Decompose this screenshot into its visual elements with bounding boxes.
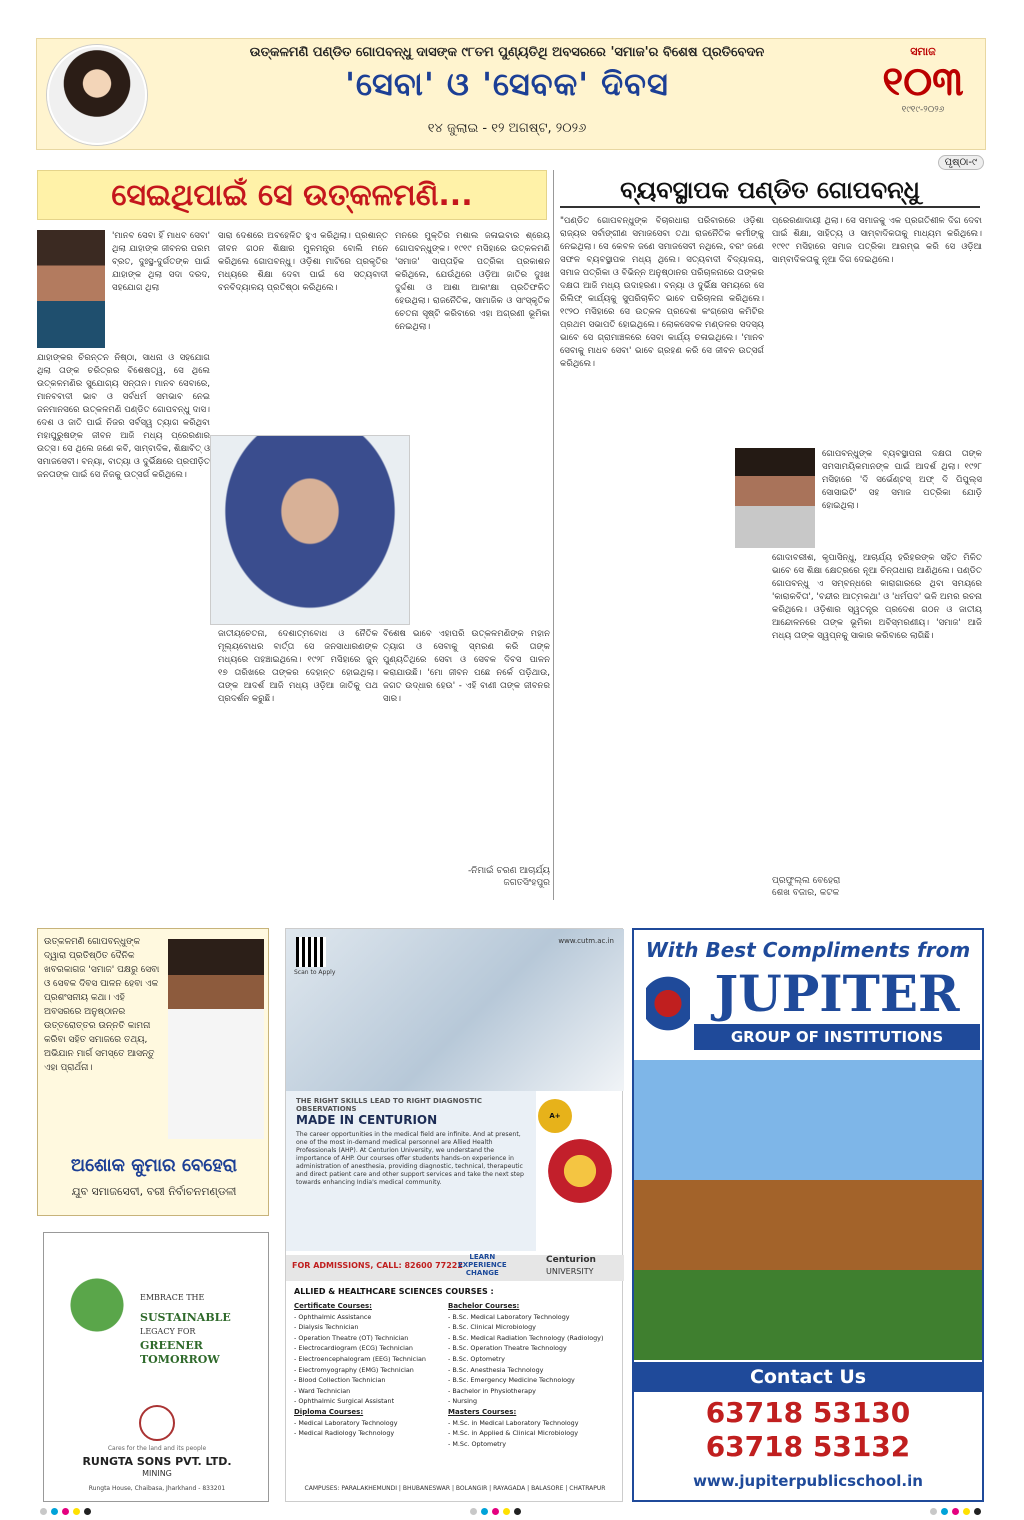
left-article-col3b: ବିଶେଷ ଭାବେ ଏହାପରି ଉତ୍କଳମଣିଙ୍କ ମହାନ ତ୍ୟାଗ ଓ ସେବାକୁ ସ୍ମରଣ କରି ତାଙ୍କ ପୁଣ୍ୟତିଥିରେ ସେବା ଓ ସେବକ ଦିବସ ପାଳନ କରାଯାଉଛି। 'ମୋ ଜୀବନ ପଛେ ନର୍କେ ପଡ଼ିଥାଉ, ଜଗତ ଉଦ୍ଧାର ହେଉ' - ଏହି ବାଣୀ ତାଙ୍କ ଜୀବନର ସାର। bbox=[383, 629, 550, 704]
ad-tagline: Cares for the land and its people bbox=[107, 1445, 207, 1452]
course-item: - M.Sc. Optometry bbox=[448, 1439, 507, 1448]
learn-label: LEARN bbox=[469, 1253, 496, 1261]
right-article-sign-place: ଶେଖ ବଜାର, କଟକ bbox=[772, 888, 840, 898]
left-article-byline-place: ଜଗତସିଂହପୁର bbox=[503, 878, 550, 888]
ad-website[interactable]: www.cutm.ac.in bbox=[558, 937, 614, 945]
ad-address: Rungta House, Chaibasa, Jharkhand - 833201 bbox=[88, 1485, 226, 1492]
registration-dot bbox=[941, 1508, 948, 1515]
registration-dot bbox=[62, 1508, 69, 1515]
course-item: - Operation Theatre (OT) Technician bbox=[294, 1333, 409, 1342]
group-institutions: GROUP OF INSTITUTIONS bbox=[694, 1024, 980, 1050]
registration-dot bbox=[930, 1508, 937, 1515]
course-item: - Electroencephalogram (EEG) Technician bbox=[294, 1354, 426, 1363]
cert-list bbox=[294, 1312, 444, 1407]
scan-label: Scan to Apply bbox=[294, 969, 336, 976]
course-item: - B.Sc. Medical Laboratory Technology bbox=[448, 1312, 570, 1321]
centurion-university-ad bbox=[285, 928, 623, 1502]
left-article-col1: 'ମାନବ ସେବା ହିଁ ମାଧବ ସେବା' ଥିଲା ଯାହାଙ୍କ ଜୀବନର ପରମ ବ୍ରତ, ଦୁଃସ୍ଥ-ଦୁର୍ଗତଙ୍କ ପାଇଁ ଯାହାଙ୍କ ଥିଲା ସଦା ଦରଦ, ସହଯୋଗ ଥିଲା bbox=[112, 231, 210, 293]
course-item: - Medical Radiology Technology bbox=[294, 1429, 395, 1438]
course-list-right bbox=[448, 1301, 618, 1449]
registration-dot bbox=[974, 1508, 981, 1515]
gopabandhu-painting bbox=[210, 435, 410, 625]
bachelor-list bbox=[448, 1312, 618, 1407]
masthead bbox=[36, 38, 986, 150]
course-item: - M.Sc. in Medical Laboratory Technology bbox=[448, 1418, 579, 1427]
jupiter-logo-icon bbox=[646, 972, 690, 1042]
badge-top: ସମାଜ bbox=[910, 45, 936, 58]
rungta-sons-ad bbox=[43, 1232, 269, 1502]
registration-dot bbox=[40, 1508, 47, 1515]
admissions-phone: FOR ADMISSIONS, CALL: 82600 77222 bbox=[292, 1261, 463, 1270]
bachelor-heading: Bachelor Courses: bbox=[448, 1302, 520, 1310]
cert-heading: Certificate Courses: bbox=[294, 1302, 372, 1310]
left-article-col3: ମନରେ ମୁକ୍ତିର ମଶାଲ ଜଳାଇବାର ଶ୍ରେୟ ଗୋପବନ୍ଧୁଙ୍କ। ୧୯୧୯ ମସିହାରେ ଉତ୍କଳମଣି 'ସମାଜ' ସାପ୍ତାହିକ ପତ୍ରିକା ପ୍ରକାଶନ କରିଥିଲେ, ଯେଉଁଥିରେ ଓଡ଼ିଆ ଜାତିର ଦୁଃଖ ଦୁର୍ଦ୍ଦଶା ଓ ଆଶା ଆକାଂକ୍ଷା ପ୍ରତିଫଳିତ ହେଉଥିଲା। ରାଜନୈତିକ, ସାମାଜିକ ଓ ସାଂସ୍କୃତିକ ଚେତନା ସୃଷ୍ଟି କରିବାରେ ଏହା ଅଗ୍ରଣୀ ଭୂମିକା ନେଇଥିଲା। bbox=[395, 231, 550, 332]
registration-dot bbox=[503, 1508, 510, 1515]
masters-list bbox=[448, 1418, 618, 1450]
registration-dot bbox=[492, 1508, 499, 1515]
ad-person-name: ଅଶୋକ କୁମାର ବେହେରା bbox=[70, 1155, 238, 1176]
print-registration-marks bbox=[0, 1506, 1024, 1518]
ad-slogan bbox=[140, 1311, 260, 1367]
ad-made-in: MADE IN CENTURION bbox=[296, 1113, 438, 1127]
ashok-behera-ad bbox=[37, 928, 269, 1216]
right-article-headline: ବ୍ୟବସ୍ଥାପକ ପଣ୍ଡିତ ଗୋପବନ୍ଧୁ bbox=[560, 172, 980, 208]
course-item: - Dialysis Technician bbox=[294, 1323, 359, 1332]
registration-dot bbox=[514, 1508, 521, 1515]
tree-icon bbox=[62, 1251, 132, 1371]
course-item: - Blood Collection Technician bbox=[294, 1376, 386, 1385]
course-item: - B.Sc. Clinical Microbiology bbox=[448, 1323, 536, 1332]
page-number-tag: ପୃଷ୍ଠା-୯ bbox=[938, 155, 984, 170]
compliments-text: With Best Compliments from bbox=[645, 938, 971, 962]
ad-division: MINING bbox=[142, 1469, 172, 1478]
ad-legacy: LEGACY FOR bbox=[140, 1327, 196, 1336]
ad-greener: GREENER bbox=[140, 1339, 203, 1352]
left-article-col1b: ଯାହାଙ୍କର ଚିରନ୍ତନ ନିଷ୍ଠା, ସାଧନା ଓ ସହଯୋଗ ଥିଲା ତାଙ୍କ ଚରିତ୍ରର ବିଶେଷତ୍ୱ, ସେ ଥିଲେ ଉତ୍କଳମଣିର ସୁଯୋଗ୍ୟ ସନ୍ତାନ। ମାନବ ସେବାରେ, ମାନବବାଦୀ ଭାବ ଓ ସର୍ବଧର୍ମ ସମଭାବ ନେଇ ଜନମାନସରେ ଉତ୍କଳମଣି ପଣ୍ଡିତ ଗୋପବନ୍ଧୁ ଦାସ। ଦେଶ ଓ ଜାତି ପାଇଁ ନିଜର ସର୍ବସ୍ୱ ତ୍ୟାଗ କରିଥିବା ମହାପୁରୁଷଙ୍କ ଜୀବନ ଆଜି ମଧ୍ୟ ପ୍ରେରଣାର ଉତ୍ସ। ସେ ଥିଲେ ଜଣେ କବି, ସାମ୍ବାଦିକ, ଶିକ୍ଷାବିତ୍ ଓ ସମାଜସେବୀ। ବନ୍ୟା, ବାତ୍ୟା ଓ ଦୁର୍ଭିକ୍ଷରେ ପ୍ରପୀଡ଼ିତ ଜନତାଙ୍କ ପାଇଁ ସେ ନିଜକୁ ଉତ୍ସର୍ଗ କରିଥିଲେ। bbox=[37, 353, 210, 480]
samaja-anniversary-logo bbox=[871, 45, 975, 143]
badge-years: ୧୯୧୯-୨୦୨୬ bbox=[901, 105, 945, 115]
course-item: - Electromyography (EMG) Technician bbox=[294, 1365, 414, 1374]
jupiter-name: JUPITER bbox=[714, 964, 960, 1023]
ad-tomorrow: TOMORROW bbox=[140, 1353, 220, 1366]
course-item: - B.Sc. Emergency Medicine Technology bbox=[448, 1376, 575, 1385]
course-item: - B.Sc. Optometry bbox=[448, 1354, 505, 1363]
right-article-col2b: ଗୋପବନ୍ଧୁଙ୍କ ବ୍ୟବସ୍ଥାପନା ଦକ୍ଷତା ତାଙ୍କ ସମସାମୟିକମାନଙ୍କ ପାଇଁ ଆଦର୍ଶ ଥିଲା। ୧୯୨୮ ମସିହାରେ 'ଦି ସର୍ଭେଣ୍ଟସ୍ ଅଫ୍ ଦି ପିପୁଲ୍ସ ସୋସାଇଟି' ସହ ସମାଜ ପତ୍ରିକା ଯୋଡ଼ି ହୋଇଥିଲା। bbox=[822, 449, 982, 511]
jupiter-website[interactable]: www.jupiterpublicschool.in bbox=[693, 1472, 923, 1490]
contact-us-bar: Contact Us bbox=[634, 1362, 982, 1392]
course-item: - B.Sc. Operation Theatre Technology bbox=[448, 1344, 567, 1353]
registration-dot bbox=[51, 1508, 58, 1515]
jupiter-group-ad bbox=[632, 928, 984, 1502]
ad-info-box bbox=[286, 1091, 536, 1251]
qr-code-icon[interactable] bbox=[296, 937, 326, 967]
courses-title: ALLIED & HEALTHCARE SCIENCES COURSES : bbox=[294, 1287, 494, 1296]
ad-company: RUNGTA SONS PVT. LTD. bbox=[82, 1455, 232, 1468]
campuses: CAMPUSES: PARALAKHEMUNDI | BHUBANESWAR | BOLANGIR | RAYAGADA | BALASORE | CHATRAPUR bbox=[304, 1485, 606, 1492]
ad-paragraph: The career opportunities in the medical field are infinite. And at present, one of the most in-demand medical personnel are Allied Health Professionals (AHP). At Centurion University, we understand the importance of AHP. Our courses offer students hands-on experience in administration of anesthesia, providing diagnostic, technical, therapeutic and direct patient care and other support services and take the next step towards enhancing India's medical community. bbox=[296, 1131, 524, 1186]
registration-dot bbox=[470, 1508, 477, 1515]
phone-2[interactable]: 63718 53132 bbox=[705, 1430, 911, 1463]
ad-kicker: THE RIGHT SKILLS LEAD TO RIGHT DIAGNOSTIC OBSERVATIONS bbox=[296, 1097, 482, 1113]
header-dates: ୧୪ ଜୁଲାଇ - ୧୨ ଅଗଷ୍ଟ, ୨୦୨୬ bbox=[427, 121, 587, 136]
experience-label: EXPERIENCE bbox=[458, 1261, 507, 1269]
registration-dot bbox=[481, 1508, 488, 1515]
ad-greeting-text: ଉତ୍କଳମଣି ଗୋପବନ୍ଧୁଙ୍କ ଦ୍ୱାରା ପ୍ରତିଷ୍ଠିତ ଦୈନିକ ଖବରକାଗଜ 'ସମାଜ' ପକ୍ଷରୁ ସେବା ଓ ସେବକ ଦିବସ ପାଳନ ହେବା ଏକ ପ୍ରଶଂସନୀୟ କଥା। ଏହି ଅବସରରେ ଅନୁଷ୍ଠାନର ଉତ୍ତରୋତ୍ତର ଉନ୍ନତି କାମନା କରିବା ସହିତ ସମାଜରେ ତଥ୍ୟ, ଅଭିଯାନ ମାର୍ଗ ସମସ୍ତେ ଆସନ୍ତୁ ଏହା ପ୍ରାର୍ଥନା। bbox=[44, 937, 160, 1073]
right-article-col2c: ଗୋଦାବରୀଶ, କୃପାସିନ୍ଧୁ, ଆଚାର୍ଯ୍ୟ ହରିହରଙ୍କ ସହିତ ମିଳିତ ଭାବେ ସେ ଶିକ୍ଷା କ୍ଷେତ୍ରରେ ନୂଆ ଚିନ୍ତାଧାରା ଆଣିଥିଲେ। ପଣ୍ଡିତ ଗୋପବନ୍ଧୁ ଏ ସମ୍ବନ୍ଧରେ କାରାଗାରରେ ଥିବା ସମୟରେ 'କାରାକବିତା', 'ବନ୍ଦୀର ଆତ୍ମକଥା' ଓ 'ଧର୍ମପଦ' ଭଳି ଅମର ରଚନା କରିଥିଲେ। ଓଡ଼ିଶାର ସ୍ୱତନ୍ତ୍ର ପ୍ରଦେଶ ଗଠନ ଓ ଜାତୀୟ ଆନ୍ଦୋଳନରେ ତାଙ୍କ ଭୂମିକା ଅବିସ୍ମରଣୀୟ। 'ସମାଜ' ଆଜି ମଧ୍ୟ ତାଙ୍କ ସ୍ୱପ୍ନକୁ ସାକାର କରିବାରେ ଲାଗିଛି। bbox=[772, 553, 982, 641]
university-sub: UNIVERSITY bbox=[546, 1267, 594, 1276]
rungta-logo-icon bbox=[139, 1405, 175, 1441]
course-item: - Ophthalmic Assistance bbox=[294, 1312, 372, 1321]
header-topline: ଉତ୍କଳମଣି ପଣ୍ଡିତ ଗୋପବନ୍ଧୁ ଦାସଙ୍କ ୯୮ତମ ପୁଣ୍ୟତିଥି ଅବସରରେ 'ସମାଜ'ର ବିଶେଷ ପ୍ରତିବେଦନ bbox=[249, 45, 765, 60]
learn-experience-change bbox=[458, 1253, 507, 1277]
registration-dot bbox=[73, 1508, 80, 1515]
page-title: 'ସେବା' ଓ 'ସେବକ' ଦିବସ bbox=[345, 65, 669, 103]
right-article-col1: "ପଣ୍ଡିତ ଗୋପବନ୍ଧୁଙ୍କ ବିଚାରଧାରା ପରିବାରରେ ଓଡ଼ିଶା ରାଜ୍ୟର ସର୍ବାଙ୍ଗୀଣ ସମାଜସେବା ତଥା ରାଜନୈତିକ କର୍ମୀଙ୍କୁ ନେଇଥିଲା। ସେ କେବଳ ଜଣେ ସମାଜସେବୀ ନଥିଲେ, ବରଂ ଜଣେ ସଫଳ ବ୍ୟବସ୍ଥାପକ ମଧ୍ୟ ଥିଲେ। ସତ୍ୟବାଦୀ ବିଦ୍ୟାଳୟ, ସମାଜ ପତ୍ରିକା ଓ ବିଭିନ୍ନ ଅନୁଷ୍ଠାନର ପରିଚାଳନାରେ ତାଙ୍କର ଦକ୍ଷତା ଆଜି ମଧ୍ୟ ଉଦାହରଣ। ବନ୍ୟା ଓ ଦୁର୍ଭିକ୍ଷ ସମୟରେ ସେ ରିଲିଫ୍ କାର୍ଯ୍ୟକୁ ସୁପରିଚାଳିତ ଭାବେ ପରିଚାଳନା କରିଥିଲେ। ୧୯୨୦ ମସିହାରେ ସେ ଉତ୍କଳ ପ୍ରଦେଶ କଂଗ୍ରେସ କମିଟିର ପ୍ରଥମ ସଭାପତି ହୋଇଥିଲେ। ଲୋକସେବକ ମଣ୍ଡଳର ସଦସ୍ୟ ଭାବେ ସେ ଗ୍ରାମାଞ୍ଚଳରେ ସେବା କାର୍ଯ୍ୟ ଚଳାଇଥିଲେ। 'ମାନବ ସେବାକୁ ମାଧବ ସେବା' ଭାବେ ଗ୍ରହଣ କରି ସେ ଜୀବନ ଉତ୍ସର୍ଗ କରିଥିଲେ। bbox=[560, 216, 764, 369]
ad-lab-photo bbox=[286, 929, 624, 1091]
course-item: - B.Sc. Anesthesia Technology bbox=[448, 1365, 544, 1374]
left-article-headline: ସେଇଥିପାଇଁ ସେ ଉତ୍କଳମଣି... bbox=[37, 170, 547, 220]
gopabandhu-portrait bbox=[47, 45, 147, 145]
university-name: Centurion bbox=[546, 1255, 596, 1265]
university-emblem-icon bbox=[548, 1139, 612, 1203]
column-divider bbox=[553, 170, 554, 900]
change-label: CHANGE bbox=[465, 1269, 499, 1277]
course-item: - Nursing bbox=[448, 1397, 478, 1406]
diploma-list bbox=[294, 1418, 444, 1439]
left-article-byline: -ନିମାଇଁ ଚରଣ ଆଚାର୍ଯ୍ୟ bbox=[467, 866, 550, 876]
right-article-col2: ପ୍ରେରଣାଦାୟୀ ଥିଲା। ସେ ସମାଜକୁ ଏକ ପ୍ରଗତିଶୀଳ ଦିଗ ଦେବା ପାଇଁ ଶିକ୍ଷା, ସାହିତ୍ୟ ଓ ସାମ୍ବାଦିକତାକୁ ମାଧ୍ୟମ କରିଥିଲେ। ୧୯୧୯ ମସିହାରେ ସମାଜ ପତ୍ରିକା ଆରମ୍ଭ କରି ସେ ଓଡ଼ିଆ ସାମ୍ବାଦିକତାକୁ ନୂଆ ଦିଗ ଦେଇଥିଲେ। bbox=[772, 216, 982, 265]
ad-sustainable: SUSTAINABLE bbox=[140, 1311, 231, 1324]
ad-person-photo bbox=[168, 939, 264, 1139]
course-item: - B.Sc. Medical Radiation Technology (Radiology) bbox=[448, 1333, 604, 1342]
writer-photo bbox=[735, 448, 815, 548]
registration-dot bbox=[952, 1508, 959, 1515]
course-item: - Ophthalmic Surgical Assistant bbox=[294, 1397, 395, 1406]
diploma-heading: Diploma Courses: bbox=[294, 1407, 364, 1416]
registration-dot bbox=[84, 1508, 91, 1515]
naac-badge: A+ bbox=[538, 1099, 572, 1133]
course-item: - Bachelor in Physiotherapy bbox=[448, 1386, 536, 1395]
badge-number: ୧୦୩ bbox=[882, 58, 964, 105]
course-item: - Ward Technician bbox=[294, 1386, 351, 1395]
school-building-photo bbox=[634, 1060, 982, 1360]
course-item: - M.Sc. in Applied & Clinical Microbiology bbox=[448, 1429, 578, 1438]
author-photo bbox=[37, 230, 105, 348]
course-item: - Medical Laboratory Technology bbox=[294, 1418, 398, 1427]
ad-embrace: EMBRACE THE bbox=[140, 1293, 205, 1302]
right-article-sign: ପ୍ରଫୁଲ୍ଲ ବେହେରା bbox=[772, 876, 841, 886]
ad-person-role: ଯୁବ ସମାଜସେବୀ, ବରୀ ନିର୍ବାଚନମଣ୍ଡଳୀ bbox=[71, 1185, 237, 1198]
course-list-left bbox=[294, 1301, 444, 1439]
course-item: - Electrocardiogram (ECG) Technician bbox=[294, 1344, 413, 1353]
registration-dot bbox=[963, 1508, 970, 1515]
phone-1[interactable]: 63718 53130 bbox=[705, 1396, 911, 1429]
left-article-col2b: ଜାତୀୟଚେତନା, ଦେଶାତ୍ମବୋଧ ଓ ନୈତିକ ମୂଲ୍ୟବୋଧର ବାର୍ତ୍ତା ସେ ଜନସାଧାରଣଙ୍କ ମଧ୍ୟରେ ପହଞ୍ଚାଇଥିଲେ। ୧୯୨୮ ମସିହାରେ ଜୁନ୍ ୧୭ ତାରିଖରେ ତାଙ୍କର ଦେହାନ୍ତ ହୋଇଥିଲା। ତାଙ୍କ ଆଦର୍ଶ ଆଜି ମଧ୍ୟ ଓଡ଼ିଆ ଜାତିକୁ ପଥ ପ୍ରଦର୍ଶନ କରୁଛି। bbox=[218, 629, 378, 704]
masters-heading: Masters Courses: bbox=[448, 1407, 517, 1416]
left-article-col2: ସାରା ଦେଶରେ ଅବହେଳିତ ହୁଏ କରିଥିଲା। ପ୍ରଶାନ୍ତ ଜୀବନ ଗଠନ ଶିକ୍ଷାର ମୁଳମନ୍ତ୍ର ବୋଲି ମନେ କରିଥିଲେ ଗୋପବନ୍ଧୁ। ଓଡ଼ିଶା ମାଟିରେ ପ୍ରକୃତିର ମଧ୍ୟରେ ଶିକ୍ଷା ଦେବା ପାଇଁ ସେ ସତ୍ୟବାଦୀ ବନବିଦ୍ୟାଳୟ ପ୍ରତିଷ୍ଠା କରିଥିଲେ। bbox=[218, 231, 388, 293]
